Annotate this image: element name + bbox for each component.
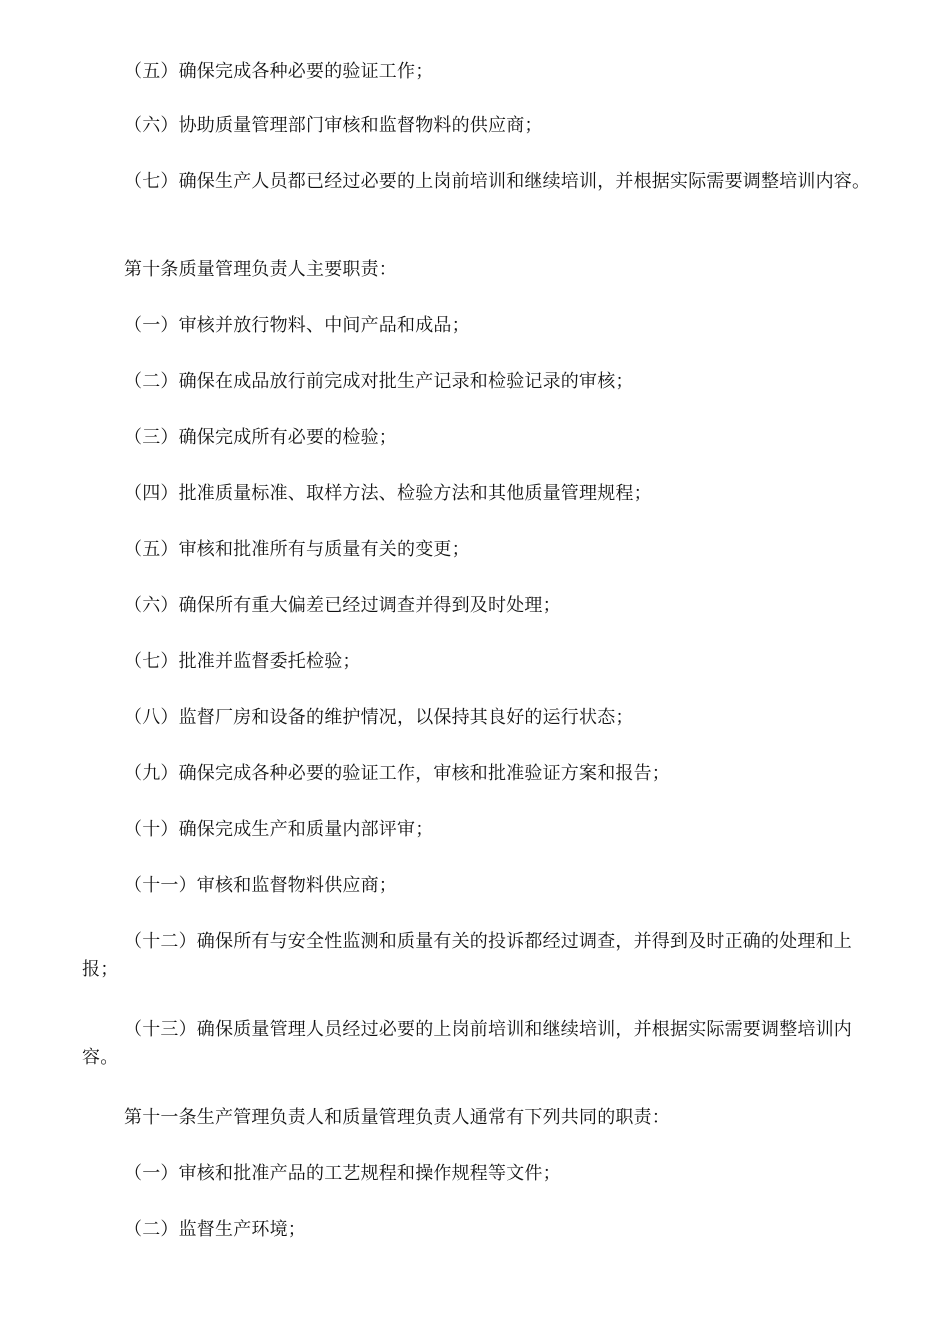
paragraph-item-1-process-procedures: （一）审核和批准产品的工艺规程和操作规程等文件；: [124, 1163, 561, 1184]
paragraph-item-7-contract-testing: （七）批准并监督委托检验；: [124, 651, 361, 672]
paragraph-item-12-complaints: （十二）确保所有与安全性监测和质量有关的投诉都经过调查，并得到及时正确的处理和上报；: [82, 931, 852, 980]
paragraph-item-4-standards: （四）批准质量标准、取样方法、检验方法和其他质量管理规程；: [124, 483, 652, 504]
paragraph-item-1-release: （一）审核并放行物料、中间产品和成品；: [124, 315, 470, 336]
paragraph-item-13-qa-training: （十三）确保质量管理人员经过必要的上岗前培训和继续培训，并根据实际需要调整培训内容。: [82, 1019, 852, 1068]
paragraph-item-6-deviations: （六）确保所有重大偏差已经过调查并得到及时处理；: [124, 595, 561, 616]
paragraph-item-7-training: （七）确保生产人员都已经过必要的上岗前培训和继续培训，并根据实际需要调整培训内容。: [124, 171, 871, 192]
paragraph-item-5-validation: （五）确保完成各种必要的验证工作；: [124, 61, 434, 82]
article-11-heading: 第十一条生产管理负责人和质量管理负责人通常有下列共同的职责：: [124, 1107, 670, 1128]
paragraph-item-3-inspection: （三）确保完成所有必要的检验；: [124, 427, 397, 448]
paragraph-item-10-internal-review: （十）确保完成生产和质量内部评审；: [124, 819, 434, 840]
paragraph-item-5-changes: （五）审核和批准所有与质量有关的变更；: [124, 539, 470, 560]
paragraph-item-6-supplier: （六）协助质量管理部门审核和监督物料的供应商；: [124, 115, 543, 136]
paragraph-item-2-environment: （二）监督生产环境；: [124, 1219, 306, 1240]
paragraph-item-2-record-review: （二）确保在成品放行前完成对批生产记录和检验记录的审核；: [124, 371, 634, 392]
paragraph-item-11-supplier-audit: （十一）审核和监督物料供应商；: [124, 875, 397, 896]
article-10-heading: 第十条质量管理负责人主要职责：: [124, 259, 397, 280]
paragraph-item-8-maintenance: （八）监督厂房和设备的维护情况，以保持其良好的运行状态；: [124, 707, 634, 728]
paragraph-item-9-validation-approval: （九）确保完成各种必要的验证工作，审核和批准验证方案和报告；: [124, 763, 670, 784]
